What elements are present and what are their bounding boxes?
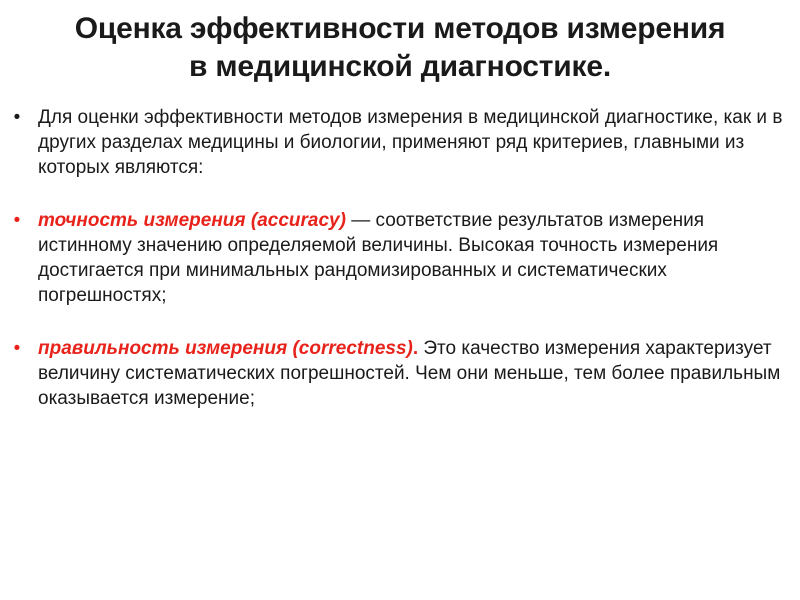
bullet-dot-icon: • (13, 338, 21, 359)
bullet-accuracy-body (38, 208, 792, 308)
term-correctness: правильность измерения (correctness) (38, 338, 413, 359)
bullet-accuracy (0, 208, 800, 308)
bullet-correctness-text: Это качество измерения характеризует величину систематических погрешностей. Чем они меньше, тем более правильным оказывается измерение; (38, 338, 781, 409)
slide-title (6, 10, 794, 86)
slide-title-line-2: в медицинской диагностике. (189, 50, 611, 83)
bullet-list (0, 105, 800, 411)
bullet-dot-icon: • (13, 107, 21, 128)
slide-title-line-1: Оценка эффективности методов измерения (74, 12, 726, 45)
bullet-correctness (0, 336, 800, 411)
term-correctness-period: . (412, 338, 419, 359)
bullet-intro-text: Для оценки эффективности методов измерения в медицинской диагностике, как и в других разделах медицины и биологии, применяют ряд критериев, главными из которых являются: (38, 107, 783, 178)
term-accuracy: точность измерения (accuracy) (38, 210, 346, 231)
bullet-dot-icon: • (13, 210, 21, 231)
bullet-accuracy-text: — соответствие результатов измерения истинному значению определяемой величины. Высокая точность измерения достигается при минимальных рандомизированных и систематических погрешностях; (38, 210, 719, 306)
bullet-intro (0, 105, 800, 180)
bullet-correctness-body (38, 336, 792, 411)
